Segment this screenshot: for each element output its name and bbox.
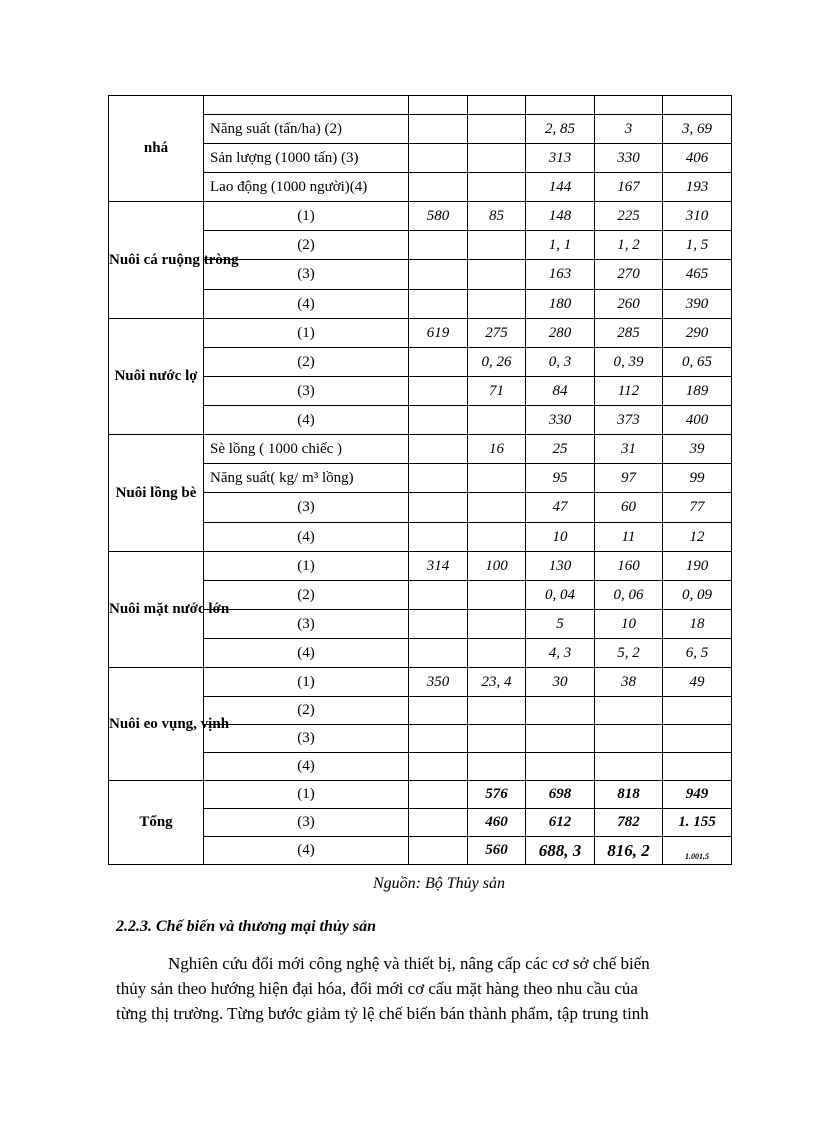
row-group-label: Nuôi mặt nước lớn bbox=[109, 552, 204, 668]
row-indicator: (3) bbox=[204, 377, 409, 406]
value-cell: 6, 5 bbox=[663, 639, 732, 668]
row-indicator: Sè lồng ( 1000 chiếc ) bbox=[204, 435, 409, 464]
value-cell: 39 bbox=[663, 435, 732, 464]
row-indicator bbox=[204, 96, 409, 115]
value-cell bbox=[409, 753, 468, 781]
paragraph-line: Nghiên cứu đổi mới công nghệ và thiết bị, nâng cấp các cơ sở chế biến bbox=[168, 954, 650, 973]
value-cell: 60 bbox=[595, 493, 663, 523]
value-cell: 30 bbox=[526, 668, 595, 697]
value-cell: 390 bbox=[663, 290, 732, 319]
value-cell bbox=[663, 96, 732, 115]
row-indicator: Lao động (1000 người)(4) bbox=[204, 173, 409, 202]
value-cell: 285 bbox=[595, 319, 663, 348]
value-cell: 190 bbox=[663, 552, 732, 581]
row-indicator: (4) bbox=[204, 523, 409, 552]
value-cell bbox=[409, 115, 468, 144]
value-cell: 330 bbox=[526, 406, 595, 435]
value-cell bbox=[409, 290, 468, 319]
value-cell bbox=[468, 464, 526, 493]
value-cell bbox=[526, 753, 595, 781]
value-cell: 350 bbox=[409, 668, 468, 697]
row-indicator: (2) bbox=[204, 231, 409, 260]
value-cell bbox=[409, 781, 468, 809]
row-indicator: Năng suất (tấn/ha) (2) bbox=[204, 115, 409, 144]
value-cell bbox=[409, 493, 468, 523]
value-cell: 580 bbox=[409, 202, 468, 231]
row-indicator: (2) bbox=[204, 581, 409, 610]
value-cell: 2, 85 bbox=[526, 115, 595, 144]
row-group-label: Nuôi nước lợ bbox=[109, 319, 204, 435]
paragraph-line: thủy sản theo hướng hiện đại hóa, đổi mới cơ cấu mặt hàng theo nhu cầu của bbox=[116, 979, 638, 998]
value-cell: 99 bbox=[663, 464, 732, 493]
value-cell: 84 bbox=[526, 377, 595, 406]
value-cell: 0, 39 bbox=[595, 348, 663, 377]
value-cell: 4, 3 bbox=[526, 639, 595, 668]
value-cell: 0, 3 bbox=[526, 348, 595, 377]
row-group-label: Nuôi cá ruộng tròng bbox=[109, 202, 204, 319]
row-group-label: nhá bbox=[109, 96, 204, 202]
value-cell: 16 bbox=[468, 435, 526, 464]
value-cell bbox=[663, 753, 732, 781]
value-cell: 1, 5 bbox=[663, 231, 732, 260]
value-cell: 275 bbox=[468, 319, 526, 348]
value-cell: 3, 69 bbox=[663, 115, 732, 144]
row-group-label: Nuôi eo vụng, vịnh bbox=[109, 668, 204, 781]
value-cell bbox=[526, 96, 595, 115]
value-cell: 465 bbox=[663, 260, 732, 290]
value-cell bbox=[409, 809, 468, 837]
value-cell bbox=[595, 753, 663, 781]
value-cell bbox=[409, 523, 468, 552]
table-row bbox=[109, 319, 732, 348]
value-cell: 11 bbox=[595, 523, 663, 552]
aquaculture-table bbox=[108, 95, 732, 865]
value-cell bbox=[468, 231, 526, 260]
value-cell: 400 bbox=[663, 406, 732, 435]
value-cell bbox=[409, 725, 468, 753]
row-indicator: (1) bbox=[204, 781, 409, 809]
value-cell: 193 bbox=[663, 173, 732, 202]
value-cell: 47 bbox=[526, 493, 595, 523]
value-cell: 818 bbox=[595, 781, 663, 809]
row-indicator: (4) bbox=[204, 406, 409, 435]
value-cell: 330 bbox=[595, 144, 663, 173]
value-cell: 0, 06 bbox=[595, 581, 663, 610]
value-cell bbox=[409, 260, 468, 290]
value-cell: 612 bbox=[526, 809, 595, 837]
value-cell: 949 bbox=[663, 781, 732, 809]
value-cell bbox=[409, 837, 468, 865]
value-cell bbox=[409, 231, 468, 260]
value-cell bbox=[526, 725, 595, 753]
row-indicator: (3) bbox=[204, 610, 409, 639]
value-cell bbox=[409, 435, 468, 464]
value-cell bbox=[409, 697, 468, 725]
value-cell bbox=[468, 753, 526, 781]
row-indicator: (4) bbox=[204, 837, 409, 865]
row-indicator: Sản lượng (1000 tấn) (3) bbox=[204, 144, 409, 173]
paragraph-line: từng thị trường. Từng bước giảm tỷ lệ chế biến bán thành phẩm, tập trung tinh bbox=[116, 1004, 649, 1023]
value-cell: 0, 65 bbox=[663, 348, 732, 377]
value-cell: 71 bbox=[468, 377, 526, 406]
value-cell bbox=[468, 610, 526, 639]
value-cell: 280 bbox=[526, 319, 595, 348]
value-cell bbox=[526, 697, 595, 725]
value-cell: 77 bbox=[663, 493, 732, 523]
value-cell: 310 bbox=[663, 202, 732, 231]
value-cell bbox=[595, 725, 663, 753]
value-cell: 816, 2 bbox=[595, 837, 663, 865]
value-cell bbox=[468, 697, 526, 725]
value-cell: 12 bbox=[663, 523, 732, 552]
value-cell bbox=[468, 290, 526, 319]
value-cell: 180 bbox=[526, 290, 595, 319]
value-cell: 373 bbox=[595, 406, 663, 435]
value-cell: 189 bbox=[663, 377, 732, 406]
row-indicator: (2) bbox=[204, 697, 409, 725]
value-cell: 49 bbox=[663, 668, 732, 697]
value-cell: 560 bbox=[468, 837, 526, 865]
value-cell bbox=[595, 96, 663, 115]
value-cell: 270 bbox=[595, 260, 663, 290]
row-indicator: (3) bbox=[204, 725, 409, 753]
value-cell bbox=[468, 581, 526, 610]
value-cell bbox=[468, 144, 526, 173]
value-cell: 313 bbox=[526, 144, 595, 173]
value-cell bbox=[409, 639, 468, 668]
row-indicator: (1) bbox=[204, 202, 409, 231]
value-cell: 23, 4 bbox=[468, 668, 526, 697]
value-cell: 0, 09 bbox=[663, 581, 732, 610]
value-cell bbox=[409, 348, 468, 377]
value-cell: 5, 2 bbox=[595, 639, 663, 668]
value-cell: 160 bbox=[595, 552, 663, 581]
value-cell bbox=[468, 639, 526, 668]
value-cell: 5 bbox=[526, 610, 595, 639]
value-cell: 1, 1 bbox=[526, 231, 595, 260]
value-cell: 148 bbox=[526, 202, 595, 231]
value-cell bbox=[468, 173, 526, 202]
value-cell bbox=[663, 725, 732, 753]
row-indicator: (3) bbox=[204, 809, 409, 837]
value-cell: 314 bbox=[409, 552, 468, 581]
table-row bbox=[109, 435, 732, 464]
row-indicator: (3) bbox=[204, 260, 409, 290]
value-cell: 38 bbox=[595, 668, 663, 697]
value-cell: 112 bbox=[595, 377, 663, 406]
value-cell bbox=[409, 377, 468, 406]
body-paragraph bbox=[116, 951, 738, 1026]
value-cell: 0, 04 bbox=[526, 581, 595, 610]
row-indicator: (1) bbox=[204, 668, 409, 697]
value-cell: 95 bbox=[526, 464, 595, 493]
value-cell: 97 bbox=[595, 464, 663, 493]
value-cell bbox=[409, 96, 468, 115]
table-row bbox=[109, 96, 732, 115]
value-cell: 31 bbox=[595, 435, 663, 464]
value-cell bbox=[468, 115, 526, 144]
value-cell bbox=[468, 523, 526, 552]
row-indicator: (4) bbox=[204, 639, 409, 668]
value-cell: 167 bbox=[595, 173, 663, 202]
row-indicator: (2) bbox=[204, 348, 409, 377]
section-heading: 2.2.3. Chế biến và thương mại thủy sản bbox=[116, 918, 376, 935]
value-cell bbox=[409, 144, 468, 173]
value-cell: 130 bbox=[526, 552, 595, 581]
value-cell: 10 bbox=[595, 610, 663, 639]
value-cell: 0, 26 bbox=[468, 348, 526, 377]
value-cell: 688, 3 bbox=[526, 837, 595, 865]
value-cell bbox=[468, 260, 526, 290]
value-cell: 225 bbox=[595, 202, 663, 231]
value-cell: 25 bbox=[526, 435, 595, 464]
value-cell bbox=[409, 173, 468, 202]
value-cell: 290 bbox=[663, 319, 732, 348]
value-cell: 85 bbox=[468, 202, 526, 231]
row-indicator: Năng suất( kg/ m³ lồng) bbox=[204, 464, 409, 493]
value-cell: 3 bbox=[595, 115, 663, 144]
value-cell: 1.001,5 bbox=[663, 837, 732, 865]
value-cell: 260 bbox=[595, 290, 663, 319]
row-group-label: Tổng bbox=[109, 781, 204, 865]
row-group-label: Nuôi lồng bè bbox=[109, 435, 204, 552]
value-cell bbox=[409, 581, 468, 610]
row-indicator: (1) bbox=[204, 319, 409, 348]
value-cell: 10 bbox=[526, 523, 595, 552]
value-cell bbox=[468, 493, 526, 523]
value-cell: 698 bbox=[526, 781, 595, 809]
row-indicator: (4) bbox=[204, 290, 409, 319]
row-indicator: (1) bbox=[204, 552, 409, 581]
value-cell: 460 bbox=[468, 809, 526, 837]
value-cell bbox=[468, 406, 526, 435]
value-cell: 782 bbox=[595, 809, 663, 837]
table-row bbox=[109, 781, 732, 809]
value-cell: 18 bbox=[663, 610, 732, 639]
row-indicator: (4) bbox=[204, 753, 409, 781]
table-row bbox=[109, 202, 732, 231]
table-source: Nguồn: Bộ Thủy sản bbox=[373, 875, 505, 892]
row-indicator: (3) bbox=[204, 493, 409, 523]
table-row bbox=[109, 552, 732, 581]
value-cell bbox=[468, 96, 526, 115]
value-cell: 576 bbox=[468, 781, 526, 809]
value-cell: 406 bbox=[663, 144, 732, 173]
value-cell: 100 bbox=[468, 552, 526, 581]
value-cell bbox=[663, 697, 732, 725]
value-cell bbox=[409, 464, 468, 493]
value-cell bbox=[595, 697, 663, 725]
value-cell: 1. 155 bbox=[663, 809, 732, 837]
value-cell bbox=[468, 725, 526, 753]
value-cell: 163 bbox=[526, 260, 595, 290]
value-cell bbox=[409, 610, 468, 639]
table-row bbox=[109, 668, 732, 697]
value-cell: 1, 2 bbox=[595, 231, 663, 260]
value-cell: 144 bbox=[526, 173, 595, 202]
value-cell bbox=[409, 406, 468, 435]
value-cell: 619 bbox=[409, 319, 468, 348]
